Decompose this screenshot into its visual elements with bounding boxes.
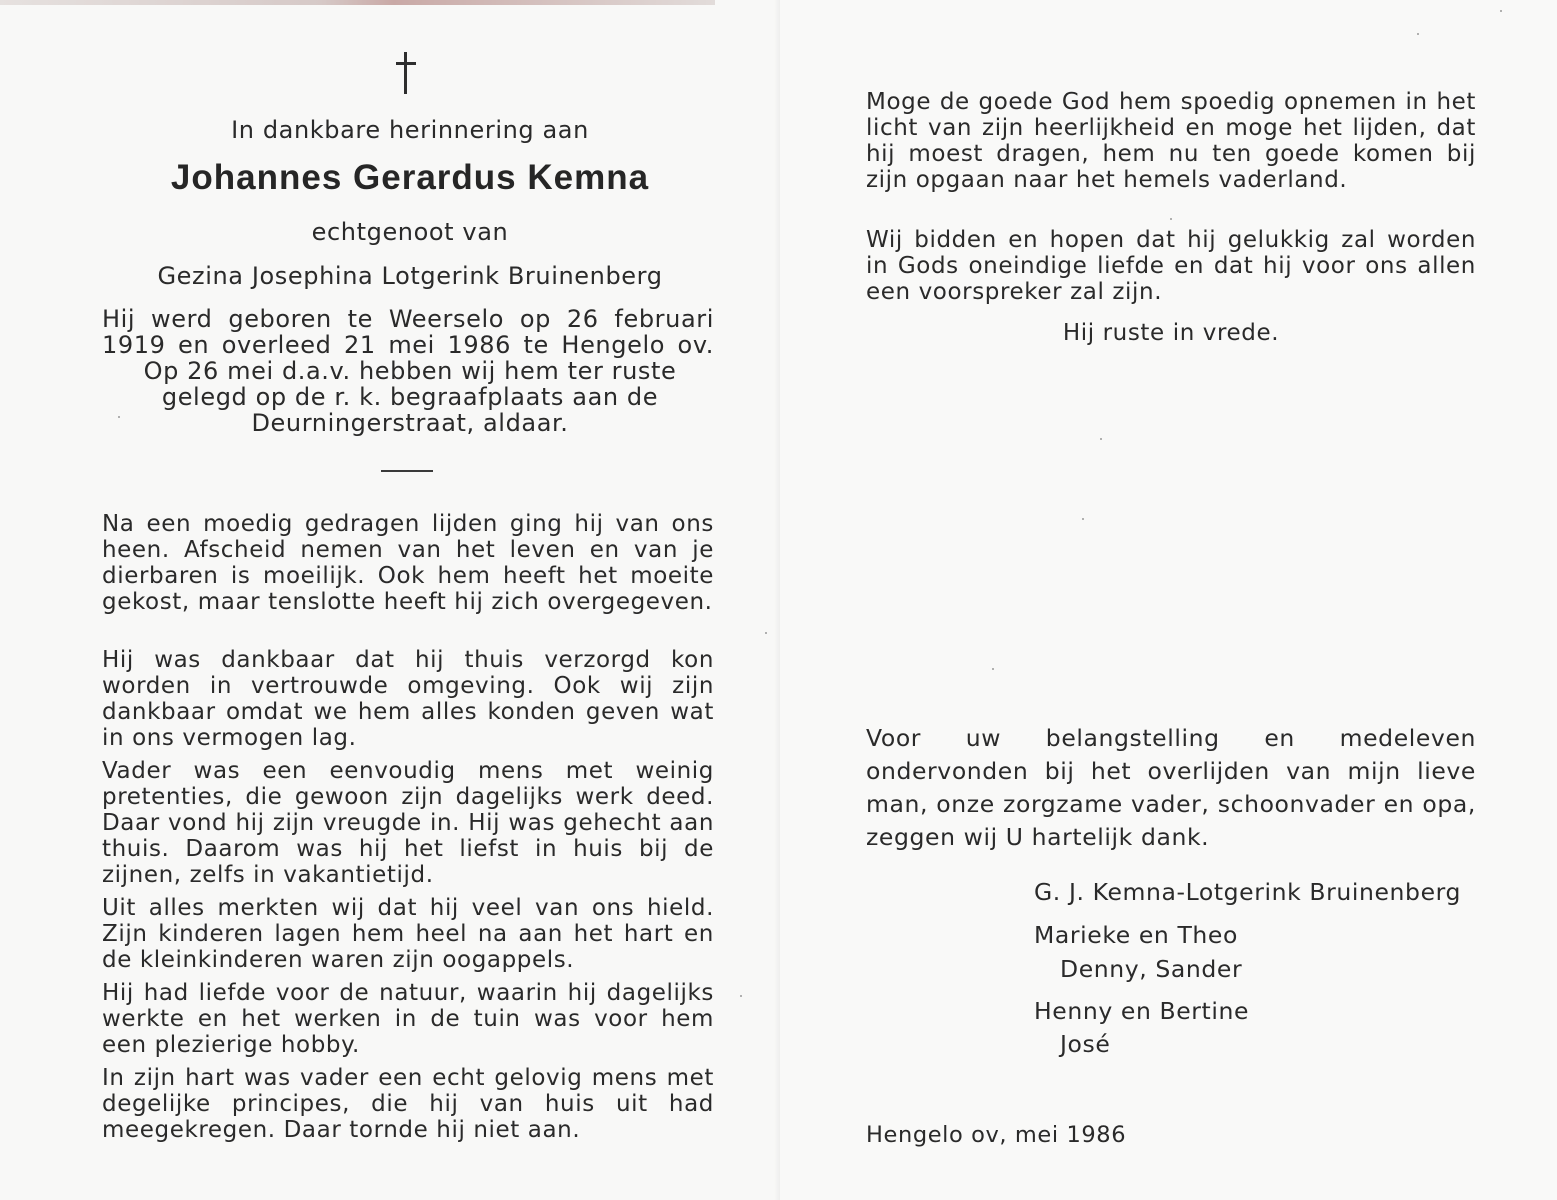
speck bbox=[1417, 33, 1419, 35]
signature-family-2-children: José bbox=[1060, 1030, 1111, 1058]
speck bbox=[1100, 438, 1102, 440]
birth-death-line-3: Op 26 mei d.a.v. hebben wij hem ter ruste bbox=[143, 357, 677, 385]
signature-family-2: Henny en Bertine bbox=[1034, 997, 1250, 1025]
memorial-paragraph-3: Vader was een eenvoudig mens met weinig pretenties, die gewoon zijn dagelijks werk deed. Daar vond hij zijn vreugde in. Hij was gehecht aan thuis. Daarom was hij het liefst in huis bij de zijnen, zelfs in vakantietijd. bbox=[102, 758, 714, 888]
speck bbox=[740, 995, 742, 997]
place-date: Hengelo ov, mei 1986 bbox=[866, 1122, 1127, 1148]
cross-icon bbox=[393, 52, 419, 96]
divider bbox=[381, 470, 433, 472]
memorial-paragraph-2: Hij was dankbaar dat hij thuis verzorgd kon worden in vertrouwde omgeving. Ook wij zijn dankbaar omdat we hem alles konden geven wat in ons vermogen lag. bbox=[102, 647, 714, 751]
birth-death-line-5: Deurningerstraat, aldaar. bbox=[251, 409, 569, 437]
speck bbox=[1170, 218, 1172, 220]
speck bbox=[765, 632, 767, 634]
birth-death-line-2: 1919 en overleed 21 mei 1986 te Hengelo ov. bbox=[102, 331, 714, 359]
prayer-paragraph-1: Moge de goede God hem spoedig opnemen in het licht van zijn heerlijkheid en moge het lijden, dat hij moest dragen, hem nu ten goede komen bij zijn opgaan naar het hemels vaderland. bbox=[866, 89, 1476, 193]
deceased-name: Johannes Gerardus Kemna bbox=[170, 158, 650, 197]
spouse-label: echtgenoot van bbox=[311, 218, 509, 246]
memorial-paragraph-6: In zijn hart was vader een echt gelovig mens met degelijke principes, die hij van huis uit had meegekregen. Daar tornde hij niet aan. bbox=[102, 1065, 714, 1143]
signature-widow: G. J. Kemna-Lotgerink Bruinenberg bbox=[1034, 878, 1461, 906]
signature-family-1-children: Denny, Sander bbox=[1060, 955, 1243, 983]
spouse-name: Gezina Josephina Lotgerink Bruinenberg bbox=[157, 262, 663, 290]
memorial-paragraph-5: Hij had liefde voor de natuur, waarin hij dagelijks werkte en het werken in de tuin was voor hem een plezierige hobby. bbox=[102, 980, 714, 1058]
rest-in-peace: Hij ruste in vrede. bbox=[1062, 320, 1280, 346]
thanks-message: Voor uw belangstelling en medeleven ondervonden bij het overlijden van mijn lieve man, onze zorgzame vader, schoonvader en opa, zeggen wij U hartelijk dank. bbox=[866, 724, 1476, 851]
speck bbox=[1500, 10, 1502, 12]
memorial-paragraph-4: Uit alles merkten wij dat hij veel van ons hield. Zijn kinderen lagen hem heel na aan het hart en de kleinkinderen waren zijn oogappels. bbox=[102, 895, 714, 973]
signature-family-1: Marieke en Theo bbox=[1034, 921, 1238, 949]
speck bbox=[118, 416, 120, 418]
speck bbox=[992, 668, 994, 670]
intro-text: In dankbare herinnering aan bbox=[231, 116, 589, 144]
birth-death-line-1: Hij werd geboren te Weerselo op 26 februari bbox=[102, 305, 714, 333]
memorial-paragraph-1: Na een moedig gedragen lijden ging hij van ons heen. Afscheid nemen van het leven en van je dierbaren is moeilijk. Ook hem heeft het moeite gekost, maar tenslotte heeft hij zich overgegeven. bbox=[102, 511, 714, 615]
speck bbox=[1082, 518, 1084, 520]
card-edge bbox=[0, 0, 715, 5]
birth-death-line-4: gelegd op de r. k. begraafplaats aan de bbox=[161, 383, 659, 411]
prayer-paragraph-2: Wij bidden en hopen dat hij gelukkig zal worden in Gods oneindige liefde en dat hij voor ons allen een voorspreker zal zijn. bbox=[866, 227, 1476, 305]
